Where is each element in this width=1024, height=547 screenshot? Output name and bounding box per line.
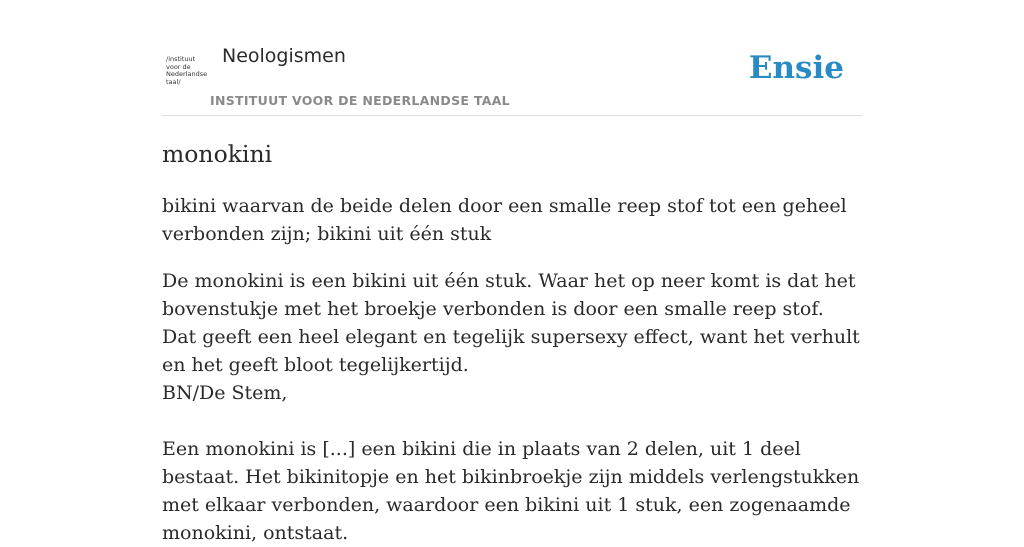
ivdnt-logo[interactable] <box>166 56 210 86</box>
logo-line: voor de <box>166 62 191 71</box>
citation-text: Een monokini is [...] een bikini die in plaats van 2 delen, uit 1 deel bestaat. Het bikinitopje en het bikinbroekje zijn middels verlengstukken met elkaar verbonden, waardoor een bikini uit 1 stuk, een zogenaamde monokini, ontstaat. <box>162 438 860 544</box>
citation-block <box>162 267 862 547</box>
citation-text: De monokini is een bikini uit één stuk. Waar het op neer komt is dat het bovenstukje met het broekje verbonden is door een smalle reep stof. Dat geeft een heel elegant en tegelijk supersexy effect, want het verhult en het geeft bloot tegelijkertijd. <box>162 270 860 376</box>
logo-line: taal/ <box>166 77 181 86</box>
citation-source: BN/De Stem, <box>162 382 288 404</box>
logo-line: Nederlandse <box>166 70 208 78</box>
logo-line: /instituut <box>166 55 196 63</box>
entry-content <box>162 138 862 547</box>
entry-term: monokini <box>162 140 273 168</box>
site-title[interactable]: Neologismen <box>222 45 346 67</box>
site-header <box>162 0 862 116</box>
ensie-brand-logo[interactable]: Ensie <box>748 50 844 86</box>
citation-spacer <box>162 407 862 435</box>
entry-definition: bikini waarvan de beide delen door een smalle reep stof tot een geheel verbonden zijn; bikini uit één stuk <box>162 195 847 245</box>
organization-name: INSTITUUT VOOR DE NEDERLANDSE TAAL <box>210 93 510 108</box>
